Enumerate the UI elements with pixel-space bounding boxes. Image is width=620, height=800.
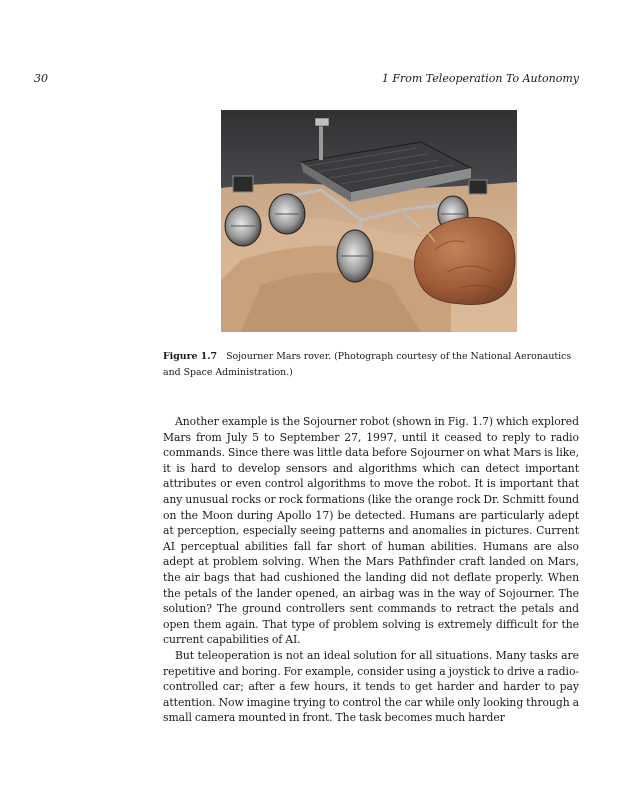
- page-number: 30: [34, 72, 48, 85]
- body-text: [163, 414, 579, 726]
- paragraph: Another example is the Sojourner robot (shown in Fig. 1.7) which explored Mars from July 5 to September 27, 1997, until it ceased to reply to radio commands. Since there was little data before Sojourner on what Mars is like, it is hard to develop sensors and algorithms which can detect important attributes or even control algorithms to move the robot. It is important that any unusual rocks or rock formations (like the orange rock Dr. Schmitt found on the Moon during Apollo 17) be detected. Humans are particularly adept at perception, especially seeing patterns and anomalies in pictures. Current AI perceptual abilities fall far short of human abilities. Humans are also adept at problem solving. When the Mars Pathfinder craft landed on Mars, the air bags that had cushioned the landing did not deflate properly. When the petals of the lander opened, an airbag was in the way of Sojourner. The solution? The ground controllers sent commands to retract the petals and open them again. That type of problem solving is extremely difficult for the current capabilities of AI.: [163, 415, 579, 647]
- figure-caption-text: Sojourner Mars rover. (Photograph courtesy of the National Aeronautics and Space Administration.): [163, 351, 572, 378]
- figure-label: Figure 1.7: [163, 351, 218, 362]
- paragraph: But teleoperation is not an ideal solution for all situations. Many tasks are repetitive and boring. For example, consider using a joystick to drive a radio-controlled car; after a few hours, it tends to get harder and harder to pay attention. Now imagine trying to control the car while only looking through a small camera mounted in front. The task becomes much harder: [163, 648, 579, 725]
- sojourner-rover-photo: [221, 110, 517, 332]
- chapter-title: 1 From Teleoperation To Autonomy: [381, 72, 579, 85]
- figure-caption: [163, 349, 579, 380]
